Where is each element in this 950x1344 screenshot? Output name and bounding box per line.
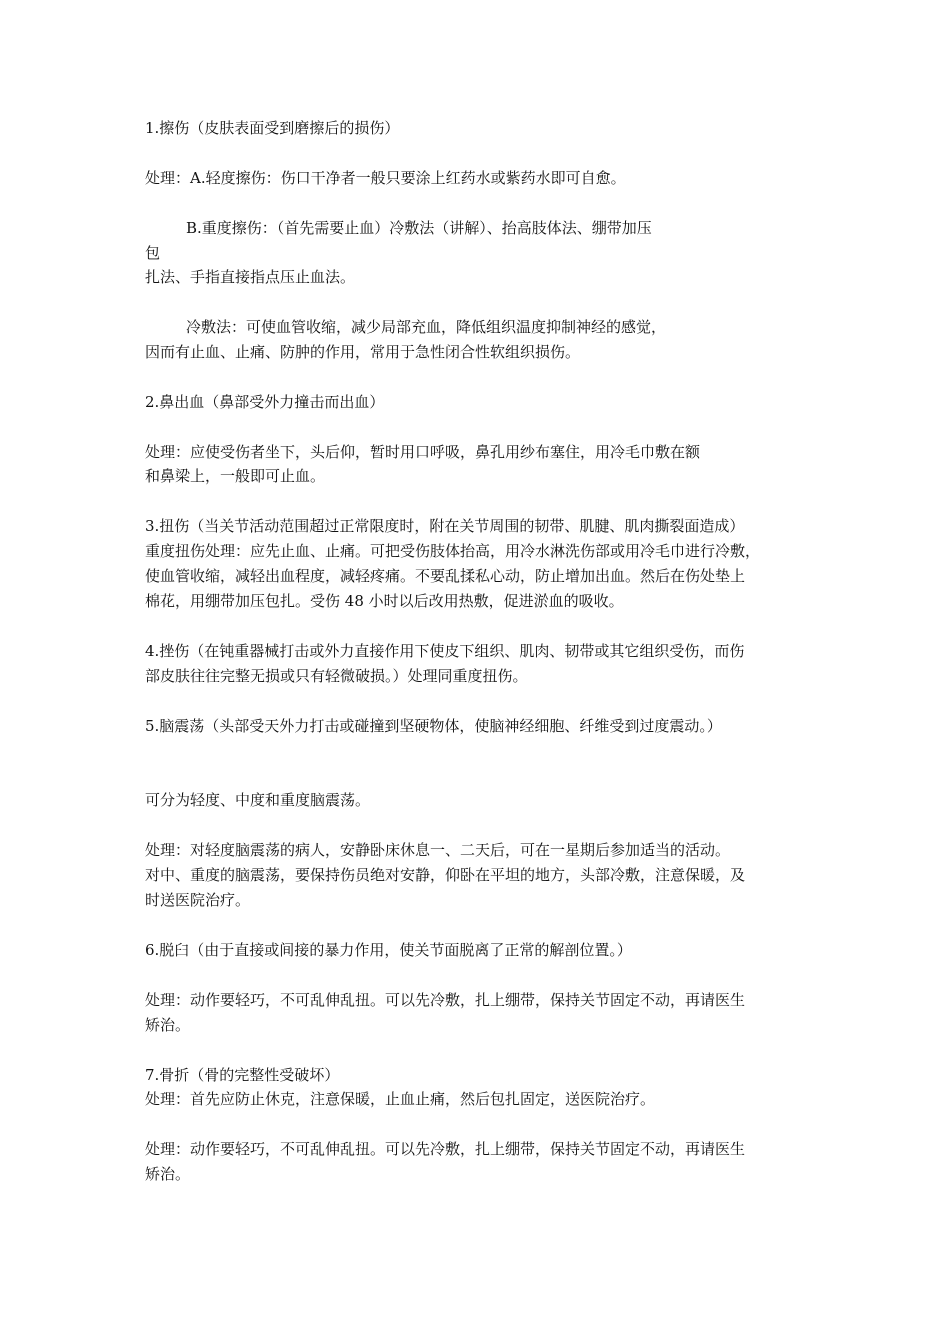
text-line: 和鼻梁上，一般即可止血。 (145, 467, 326, 485)
text-line: 棉花，用绷带加压包扎。受伤 48 小时以后改用热敷，促进淤血的吸收。 (145, 592, 624, 610)
text-line: 处理：A.轻度擦伤：伤口干净者一般只要涂上红药水或紫药水即可自愈。 (145, 169, 626, 187)
heading-nosebleed: 2.鼻出血（鼻部受外力撞击而出血） (145, 393, 385, 411)
text-line: 处理：首先应防止休克，注意保暖，止血止痛，然后包扎固定，送医院治疗。 (145, 1090, 656, 1108)
text-line: 处理：应使受伤者坐下，头后仰，暂时用口呼吸，鼻孔用纱布塞住，用冷毛巾敷在额 (145, 443, 701, 461)
text-line: 因而有止血、止痛、防肿的作用，常用于急性闭合性软组织损伤。 (145, 343, 581, 361)
heading-sprain: 3.扭伤（当关节活动范围超过正常限度时，附在关节周围的韧带、肌腱、肌肉撕裂面造成） (145, 517, 745, 535)
text-line: 对中、重度的脑震荡，要保持伤员绝对安静，仰卧在平坦的地方，头部冷敷，注意保暖，及 (145, 866, 746, 884)
text-line: 处理：动作要轻巧，不可乱伸乱扭。可以先冷敷，扎上绷带，保持关节固定不动，再请医生 (145, 1140, 746, 1158)
heading-dislocation: 6.脱臼（由于直接或间接的暴力作用，使关节面脱离了正常的解剖位置。） (145, 941, 632, 959)
heading-contusion: 4.挫伤（在钝重器械打击或外力直接作用下使皮下组织、肌肉、韧带或其它组织受伤，而伤 (145, 642, 745, 660)
text-line: 处理：动作要轻巧，不可乱伸乱扭。可以先冷敷，扎上绷带，保持关节固定不动，再请医生 (145, 991, 746, 1009)
text-line: 扎法、手指直接指点压止血法。 (145, 268, 356, 286)
text-line: 时送医院治疗。 (145, 891, 251, 909)
text-line: 重度扭伤处理：应先止血、止痛。可把受伤肢体抬高，用冷水淋洗伤部或用冷毛巾进行冷敷， (145, 542, 761, 560)
text-line: 处理：对轻度脑震荡的病人，安静卧床休息一、二天后，可在一星期后参加适当的活动。 (145, 841, 731, 859)
text-line: 可分为轻度、中度和重度脑震荡。 (145, 791, 371, 809)
text-line: 矫治。 (145, 1165, 191, 1183)
text-line: 冷敷法：可使血管收缩，减少局部充血，降低组织温度抑制神经的感觉， (186, 318, 667, 336)
text-line: 矫治。 (145, 1016, 191, 1034)
text-line: 使血管收缩，减轻出血程度，减轻疼痛。不要乱揉私心动，防止增加出血。然后在伤处垫上 (145, 567, 746, 585)
text-line: B.重度擦伤：（首先需要止血）冷敷法（讲解）、抬高肢体法、绷带加压 (186, 219, 652, 237)
text-line: 包 (145, 244, 161, 262)
heading-abrasion: 1.擦伤（皮肤表面受到磨擦后的损伤） (145, 119, 400, 137)
heading-concussion: 5.脑震荡（头部受天外力打击或碰撞到坚硬物体，使脑神经细胞、纤维受到过度震动。） (145, 717, 722, 735)
text-line: 部皮肤往往完整无损或只有轻微破损。）处理同重度扭伤。 (145, 667, 528, 685)
heading-fracture: 7.骨折（骨的完整性受破坏） (145, 1066, 340, 1084)
